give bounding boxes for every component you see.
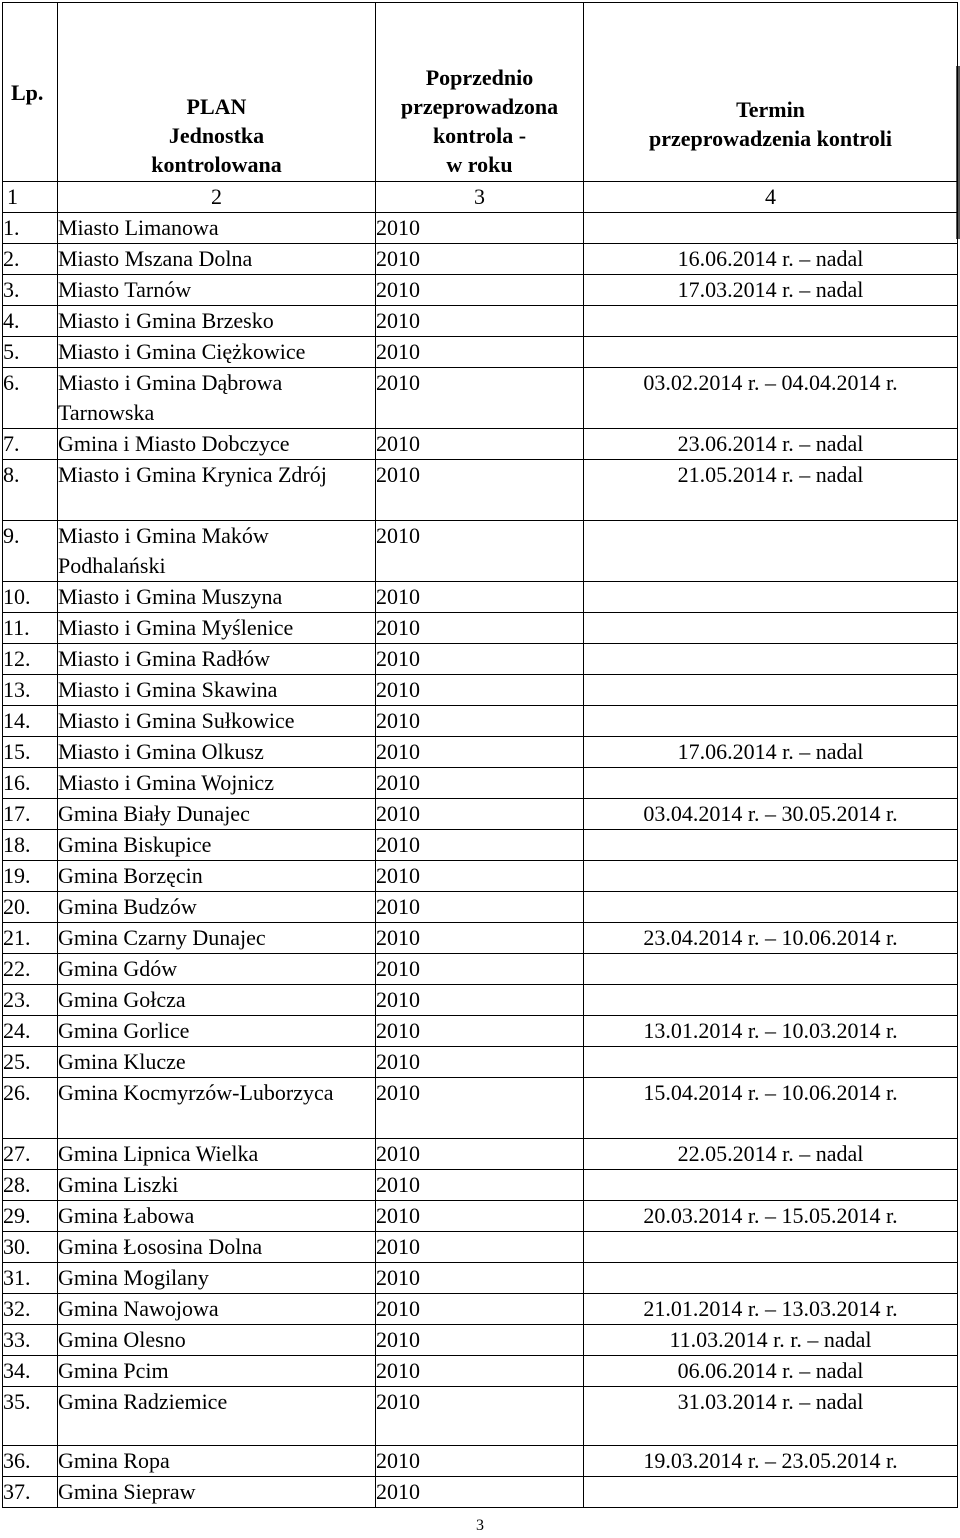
row-number: 36. (3, 1446, 58, 1477)
control-term: 19.03.2014 r. – 23.05.2014 r. (584, 1446, 958, 1477)
unit-name: Miasto i Gmina Maków Podhalański (58, 521, 376, 582)
previous-control-year: 2010 (376, 1325, 584, 1356)
unit-name: Gmina Biskupice (58, 830, 376, 861)
table-row (3, 521, 958, 582)
control-term: 03.02.2014 r. – 04.04.2014 r. (584, 368, 958, 429)
header-unit-line1: Jednostka (168, 123, 265, 148)
table-row (3, 1201, 958, 1232)
unit-name: Gmina Nawojowa (58, 1294, 376, 1325)
previous-control-year: 2010 (376, 1356, 584, 1387)
control-term (584, 337, 958, 368)
previous-control-year: 2010 (376, 337, 584, 368)
previous-control-year: 2010 (376, 213, 584, 244)
table-row (3, 644, 958, 675)
unit-name: Miasto i Gmina Myślenice (58, 613, 376, 644)
table-row (3, 1139, 958, 1170)
control-term (584, 1263, 958, 1294)
control-term (584, 675, 958, 706)
table-row (3, 892, 958, 923)
table-row (3, 1294, 958, 1325)
control-term: 15.04.2014 r. – 10.06.2014 r. (584, 1078, 958, 1139)
previous-control-year: 2010 (376, 460, 584, 521)
row-number: 12. (3, 644, 58, 675)
table-row (3, 337, 958, 368)
unit-name: Miasto i Gmina Dąbrowa Tarnowska (58, 368, 376, 429)
table-row (3, 706, 958, 737)
previous-control-year: 2010 (376, 1477, 584, 1508)
row-number: 37. (3, 1477, 58, 1508)
row-number: 29. (3, 1201, 58, 1232)
page-number: 3 (476, 1517, 484, 1534)
unit-name: Miasto i Gmina Brzesko (58, 306, 376, 337)
row-number: 11. (3, 613, 58, 644)
header-term: Termin przeprowadzenia kontroli (584, 3, 958, 182)
row-number: 7. (3, 429, 58, 460)
previous-control-year: 2010 (376, 799, 584, 830)
header-lp: Lp. (3, 3, 58, 182)
header-unit (58, 3, 376, 182)
row-number: 1. (3, 213, 58, 244)
table-row (3, 1446, 958, 1477)
control-term (584, 521, 958, 582)
table-row (3, 368, 958, 429)
table-row (3, 275, 958, 306)
control-term (584, 306, 958, 337)
row-number: 9. (3, 521, 58, 582)
unit-name: Gmina Lipnica Wielka (58, 1139, 376, 1170)
table-row (3, 954, 958, 985)
control-term: 06.06.2014 r. – nadal (584, 1356, 958, 1387)
unit-name: Gmina Gołcza (58, 985, 376, 1016)
table-row (3, 1356, 958, 1387)
row-number: 20. (3, 892, 58, 923)
table-row (3, 244, 958, 275)
table-row (3, 675, 958, 706)
row-number: 2. (3, 244, 58, 275)
unit-name: Miasto i Gmina Krynica Zdrój (58, 460, 376, 521)
unit-name: Gmina Klucze (58, 1047, 376, 1078)
previous-control-year: 2010 (376, 306, 584, 337)
control-term (584, 830, 958, 861)
previous-control-year: 2010 (376, 1170, 584, 1201)
table-row (3, 429, 958, 460)
control-term (584, 954, 958, 985)
row-number: 14. (3, 706, 58, 737)
previous-control-year: 2010 (376, 613, 584, 644)
table-row (3, 1170, 958, 1201)
row-number: 13. (3, 675, 58, 706)
table-row (3, 306, 958, 337)
control-term (584, 706, 958, 737)
control-term (584, 1047, 958, 1078)
control-term (584, 985, 958, 1016)
row-number: 32. (3, 1294, 58, 1325)
row-number: 22. (3, 954, 58, 985)
unit-name: Gmina Łabowa (58, 1201, 376, 1232)
table-row (3, 1263, 958, 1294)
unit-name: Gmina Kocmyrzów-Luborzyca (58, 1078, 376, 1139)
unit-name: Gmina Łososina Dolna (58, 1232, 376, 1263)
previous-control-year: 2010 (376, 429, 584, 460)
previous-control-year: 2010 (376, 1016, 584, 1047)
unit-name: Gmina Czarny Dunajec (58, 923, 376, 954)
unit-name: Gmina Biały Dunajec (58, 799, 376, 830)
row-number: 6. (3, 368, 58, 429)
previous-control-year: 2010 (376, 244, 584, 275)
table-row (3, 830, 958, 861)
unit-name: Gmina Gorlice (58, 1016, 376, 1047)
control-term: 23.06.2014 r. – nadal (584, 429, 958, 460)
previous-control-year: 2010 (376, 1294, 584, 1325)
table-row (3, 460, 958, 521)
row-number: 24. (3, 1016, 58, 1047)
control-term (584, 1170, 958, 1201)
unit-name: Miasto i Gmina Wojnicz (58, 768, 376, 799)
previous-control-year: 2010 (376, 1387, 584, 1446)
unit-name: Gmina Ropa (58, 1446, 376, 1477)
row-number: 35. (3, 1387, 58, 1446)
previous-control-year: 2010 (376, 1139, 584, 1170)
table-row (3, 1325, 958, 1356)
table-row (3, 1477, 958, 1508)
row-number: 8. (3, 460, 58, 521)
control-term (584, 213, 958, 244)
row-number: 34. (3, 1356, 58, 1387)
previous-control-year: 2010 (376, 1047, 584, 1078)
previous-control-year: 2010 (376, 861, 584, 892)
row-number: 19. (3, 861, 58, 892)
table-row (3, 799, 958, 830)
control-term: 31.03.2014 r. – nadal (584, 1387, 958, 1446)
column-number: 1 (3, 182, 58, 213)
row-number: 10. (3, 582, 58, 613)
previous-control-year: 2010 (376, 985, 584, 1016)
row-number: 21. (3, 923, 58, 954)
control-term: 11.03.2014 r. r. – nadal (584, 1325, 958, 1356)
unit-name: Miasto i Gmina Radłów (58, 644, 376, 675)
table-row (3, 1387, 958, 1446)
control-term: 16.06.2014 r. – nadal (584, 244, 958, 275)
unit-name: Gmina Siepraw (58, 1477, 376, 1508)
unit-name: Miasto i Gmina Muszyna (58, 582, 376, 613)
control-term: 20.03.2014 r. – 15.05.2014 r. (584, 1201, 958, 1232)
control-term (584, 1477, 958, 1508)
unit-name: Gmina Liszki (58, 1170, 376, 1201)
control-term: 21.01.2014 r. – 13.03.2014 r. (584, 1294, 958, 1325)
previous-control-year: 2010 (376, 892, 584, 923)
previous-control-year: 2010 (376, 1201, 584, 1232)
row-number: 5. (3, 337, 58, 368)
table-row (3, 1078, 958, 1139)
previous-control-year: 2010 (376, 706, 584, 737)
table-row (3, 737, 958, 768)
row-number: 16. (3, 768, 58, 799)
unit-name: Gmina Olesno (58, 1325, 376, 1356)
row-number: 25. (3, 1047, 58, 1078)
plan-title: PLAN (186, 94, 247, 119)
column-number: 2 (58, 182, 376, 213)
table-body (3, 213, 958, 1508)
previous-control-year: 2010 (376, 368, 584, 429)
row-number: 23. (3, 985, 58, 1016)
row-number: 3. (3, 275, 58, 306)
table-row (3, 1232, 958, 1263)
table-row (3, 1016, 958, 1047)
control-term: 17.06.2014 r. – nadal (584, 737, 958, 768)
row-number: 4. (3, 306, 58, 337)
unit-name: Gmina Pcim (58, 1356, 376, 1387)
table-row (3, 985, 958, 1016)
table-row (3, 613, 958, 644)
table-row (3, 861, 958, 892)
previous-control-year: 2010 (376, 954, 584, 985)
control-plan-table (2, 2, 958, 1508)
control-term: 23.04.2014 r. – 10.06.2014 r. (584, 923, 958, 954)
control-term: 22.05.2014 r. – nadal (584, 1139, 958, 1170)
table-row (3, 1047, 958, 1078)
unit-name: Gmina Borzęcin (58, 861, 376, 892)
row-number: 18. (3, 830, 58, 861)
previous-control-year: 2010 (376, 675, 584, 706)
previous-control-year: 2010 (376, 768, 584, 799)
previous-control-year: 2010 (376, 1263, 584, 1294)
unit-name: Gmina Budzów (58, 892, 376, 923)
control-term (584, 613, 958, 644)
unit-name: Miasto i Gmina Ciężkowice (58, 337, 376, 368)
column-number: 3 (376, 182, 584, 213)
row-number: 31. (3, 1263, 58, 1294)
unit-name: Gmina i Miasto Dobczyce (58, 429, 376, 460)
previous-control-year: 2010 (376, 737, 584, 768)
previous-control-year: 2010 (376, 1232, 584, 1263)
control-term (584, 1232, 958, 1263)
row-number: 33. (3, 1325, 58, 1356)
control-term (584, 644, 958, 675)
row-number: 15. (3, 737, 58, 768)
unit-name: Gmina Mogilany (58, 1263, 376, 1294)
control-term: 03.04.2014 r. – 30.05.2014 r. (584, 799, 958, 830)
previous-control-year: 2010 (376, 1446, 584, 1477)
row-number: 17. (3, 799, 58, 830)
column-number-row (3, 182, 958, 213)
control-term (584, 861, 958, 892)
table-row (3, 768, 958, 799)
header-unit-line2: kontrolowana (151, 152, 282, 177)
table-row (3, 582, 958, 613)
control-term (584, 892, 958, 923)
previous-control-year: 2010 (376, 1078, 584, 1139)
unit-name: Miasto Mszana Dolna (58, 244, 376, 275)
table-row (3, 213, 958, 244)
control-term: 17.03.2014 r. – nadal (584, 275, 958, 306)
unit-name: Miasto Limanowa (58, 213, 376, 244)
row-number: 28. (3, 1170, 58, 1201)
unit-name: Miasto i Gmina Olkusz (58, 737, 376, 768)
control-term: 13.01.2014 r. – 10.03.2014 r. (584, 1016, 958, 1047)
unit-name: Miasto Tarnów (58, 275, 376, 306)
row-number: 27. (3, 1139, 58, 1170)
table-row (3, 923, 958, 954)
unit-name: Miasto i Gmina Skawina (58, 675, 376, 706)
unit-name: Gmina Radziemice (58, 1387, 376, 1446)
unit-name: Miasto i Gmina Sułkowice (58, 706, 376, 737)
row-number: 26. (3, 1078, 58, 1139)
previous-control-year: 2010 (376, 582, 584, 613)
control-term: 21.05.2014 r. – nadal (584, 460, 958, 521)
control-term (584, 768, 958, 799)
previous-control-year: 2010 (376, 644, 584, 675)
previous-control-year: 2010 (376, 830, 584, 861)
control-term (584, 582, 958, 613)
previous-control-year: 2010 (376, 275, 584, 306)
column-number: 4 (584, 182, 958, 213)
unit-name: Gmina Gdów (58, 954, 376, 985)
row-number: 30. (3, 1232, 58, 1263)
header-previous-control: Poprzednio przeprowadzona kontrola - w roku (376, 3, 584, 182)
header-row (3, 3, 958, 182)
previous-control-year: 2010 (376, 521, 584, 582)
previous-control-year: 2010 (376, 923, 584, 954)
